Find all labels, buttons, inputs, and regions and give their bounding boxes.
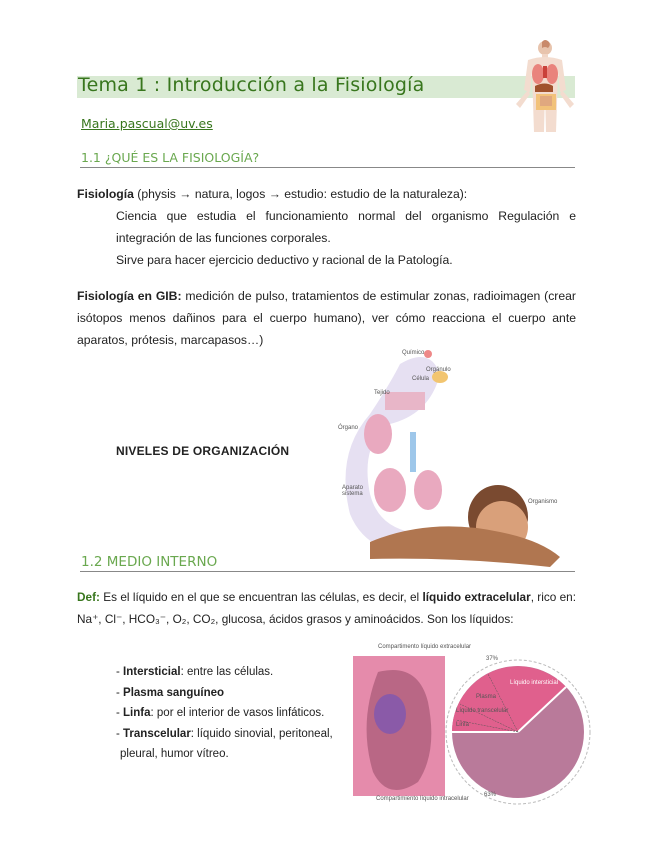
list-item: - Linfa: por el interior de vasos linfáticos. — [116, 707, 325, 719]
label-extracellular: Compartimento líquido extracelular — [378, 644, 472, 650]
section-heading-1-1: 1.1 ¿QUÉ ES LA FISIOLOGÍA? — [81, 150, 260, 165]
def-label: Def: — [77, 590, 100, 604]
gib-text: medición de pulso, tratamientos de estimular zonas, radioimagen (crear isótopos menos dañinos para el cuerpo humano), ver cómo reacciona el cuerpo ante aparatos, prótesis, marcapasos…) — [77, 289, 576, 347]
section-heading-1-2: 1.2 MEDIO INTERNO — [81, 554, 218, 570]
list-item: - Plasma sanguíneo — [116, 686, 225, 699]
label-slice-intersticial: Líquido intersticial — [510, 680, 559, 686]
list-item-term: Linfa — [123, 707, 151, 719]
label-organismo: Organismo — [528, 499, 558, 505]
list-item-text: : entre las células. — [180, 666, 274, 678]
definition-line-1: Ciencia que estudia el funcionamiento normal del organismo Regulación e integración de las funciones corporales. — [116, 209, 576, 245]
list-item-text: : líquido sinovial, peritoneal, pleural, humor vítreo. — [120, 727, 333, 760]
gib-term: Fisiología en GIB: — [77, 289, 182, 303]
def-text-b: , rico en: Na⁺, Cl⁻, HCO₃⁻, O₂, CO₂, glucosa, ácidos grasos y aminoácidos. Son los líquidos: — [77, 590, 577, 626]
label-pct-intracellular: 63% — [484, 792, 497, 798]
label-celula: Célula — [412, 376, 430, 382]
label-slice-plasma: Plasma — [476, 694, 497, 700]
label-intracellular: Compartimiento líquido intracelular — [376, 796, 469, 802]
list-item-term: Intersticial — [123, 666, 181, 678]
page-title: Tema 1 : Introducción a la Fisiología — [78, 74, 425, 96]
list-item: - Intersticial: entre las células. — [116, 666, 274, 678]
def-text-a: Es el líquido en el que se encuentran las células, es decir, el — [99, 590, 423, 604]
label-slice-transcelular: Líquido transcelular — [456, 708, 509, 714]
definition-term: Fisiología — [77, 187, 134, 201]
human-anatomy-illustration — [510, 38, 580, 134]
levels-heading: NIVELES DE ORGANIZACIÓN — [116, 444, 290, 458]
fluid-compartments-figure — [348, 642, 593, 806]
definition-paragraph — [77, 183, 576, 205]
def-bold-term: líquido extracelular — [422, 590, 531, 604]
label-organulo: Orgánulo — [426, 367, 451, 373]
fluid-compartments-illustration — [348, 642, 593, 806]
definition-line-2: Sirve para hacer ejercicio deductivo y racional de la Patología. — [116, 253, 453, 267]
liquids-list — [116, 662, 356, 765]
label-pct-extracellular: 37% — [486, 656, 499, 662]
label-aparato-sistema: Aparato sistema — [342, 485, 364, 497]
list-item-term: Plasma sanguíneo — [123, 686, 225, 699]
label-organo: Órgano — [338, 425, 359, 431]
author-email-link[interactable]: Maria.pascual@uv.es — [81, 116, 213, 131]
list-item: - Transcelular: líquido sinovial, peritoneal, pleural, humor vítreo. — [116, 727, 333, 760]
organization-levels-illustration — [330, 342, 575, 570]
list-item-term: Transcelular — [123, 727, 191, 740]
organization-levels-figure — [330, 342, 575, 570]
list-item-text: : por el interior de vasos linfáticos. — [150, 707, 325, 719]
definition-text: (physis → natura, logos → estudio: estudio de la naturaleza): — [133, 187, 468, 201]
label-tejido: Tejido — [374, 390, 390, 396]
medio-interno-definition — [77, 586, 576, 630]
label-slice-linfa: Linfa — [456, 722, 470, 728]
label-quimico: Químico — [402, 350, 425, 356]
section-divider — [80, 571, 575, 572]
section-divider — [80, 167, 575, 168]
